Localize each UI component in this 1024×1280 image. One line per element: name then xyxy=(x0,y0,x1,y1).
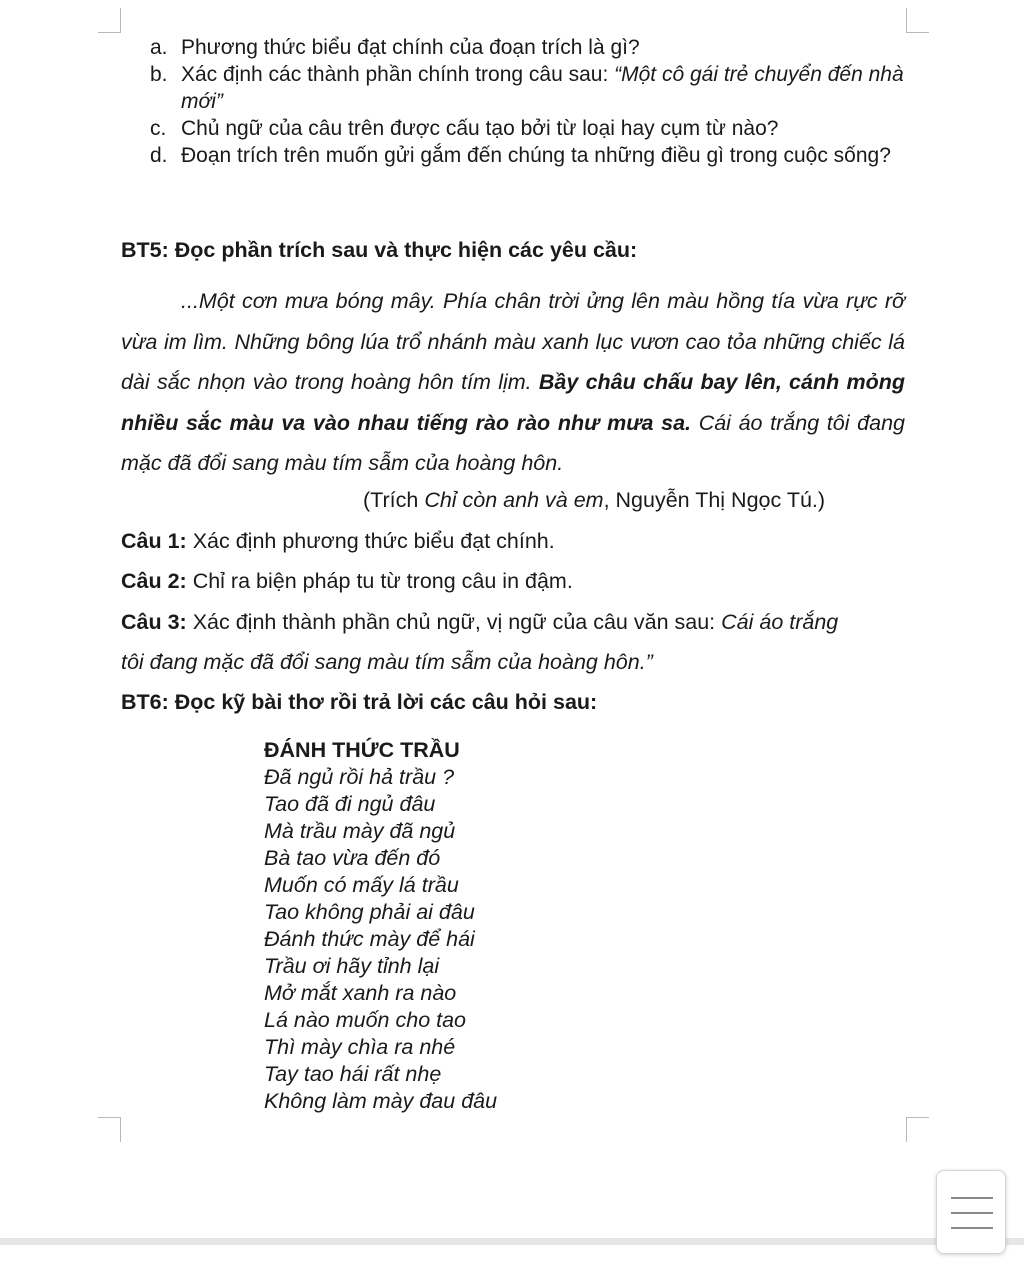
page-corner-mark xyxy=(906,1117,929,1142)
poem xyxy=(264,737,497,1115)
bt5-passage xyxy=(121,281,905,484)
passage-text: ...Một cơn mưa bóng mây. Phía chân trời ửng lên màu hồng tía vừa rực rỡ vừa im lìm. Những bông lúa trổ nhánh màu xanh lục vươn cao tỏa những chiếc lá dài sắc nhọn vào trong hoàng hôn tím lịm. xyxy=(121,289,905,394)
poem-line: Tay tao hái rất nhẹ xyxy=(264,1062,442,1086)
poem-line: Thì mày chìa ra nhé xyxy=(264,1035,456,1059)
menu-button[interactable] xyxy=(936,1170,1006,1254)
question-label: Câu 3: xyxy=(121,610,187,634)
poem-line: Bà tao vừa đến đó xyxy=(264,846,441,870)
poem-line: Không làm mày đau đâu xyxy=(264,1089,498,1113)
page-corner-mark xyxy=(98,8,121,33)
question-text: Xác định thành phần chủ ngữ, vị ngữ của câu văn sau: xyxy=(186,610,722,634)
question-quote: “Một cô gái trẻ chuyển đến nhà mới” xyxy=(181,63,904,113)
passage-source xyxy=(363,488,825,513)
poem-line: Tao đã đi ngủ đâu xyxy=(264,792,436,816)
question-marker: c. xyxy=(150,117,167,140)
horizontal-scrollbar[interactable] xyxy=(0,1238,1024,1245)
source-suffix: , Nguyễn Thị Ngọc Tú.) xyxy=(603,488,826,512)
poem-line: Mà trầu mày đã ngủ xyxy=(264,819,456,843)
question-item xyxy=(150,142,910,169)
poem-line: Muốn có mấy lá trầu xyxy=(264,873,459,897)
poem-line: Trầu ơi hãy tỉnh lại xyxy=(264,954,440,978)
poem-line: Đánh thức mày để hái xyxy=(264,927,475,951)
passage-text-end: Cái áo trắng tôi đang mặc đã đổi sang màu tím sẫm của hoàng hôn. xyxy=(121,410,905,475)
question-item xyxy=(150,115,910,142)
poem-line: Mở mắt xanh ra nào xyxy=(264,981,457,1005)
question-item xyxy=(150,61,910,115)
question-1 xyxy=(121,529,555,554)
passage-bold-sentence: Bầy châu chấu bay lên, cánh mỏng nhiều sắc màu va vào nhau tiếng rào rào như mưa sa. xyxy=(121,370,905,435)
source-title: Chỉ còn anh và em xyxy=(424,488,604,512)
question-marker: a. xyxy=(150,36,168,59)
poem-line: Đã ngủ rồi hả trầu ? xyxy=(264,765,455,789)
page-corner-mark xyxy=(906,8,929,33)
question-text: Chủ ngữ của câu trên được cấu tạo bởi từ loại hay cụm từ nào? xyxy=(181,117,779,140)
poem-title: ĐÁNH THỨC TRẦU xyxy=(264,738,460,762)
hamburger-menu-icon xyxy=(951,1195,993,1231)
page-corner-mark xyxy=(98,1117,121,1142)
previous-exercise-questions xyxy=(150,34,910,169)
question-marker: b. xyxy=(150,63,168,86)
question-label: Câu 2: xyxy=(121,569,187,593)
question-label: Câu 1: xyxy=(121,529,187,553)
question-3-quote-continued: tôi đang mặc đã đổi sang màu tím sẫm của hoàng hôn.” xyxy=(121,650,653,674)
question-text: Phương thức biểu đạt chính của đoạn trích là gì? xyxy=(181,36,640,59)
question-3 xyxy=(121,610,838,635)
bt6-heading: BT6: Đọc kỹ bài thơ rồi trả lời các câu hỏi sau: xyxy=(121,690,598,714)
source-prefix: (Trích xyxy=(363,488,425,512)
poem-line: Tao không phải ai đâu xyxy=(264,900,475,924)
question-text: Chỉ ra biện pháp tu từ trong câu in đậm. xyxy=(186,569,573,593)
question-text: Xác định các thành phần chính trong câu sau: xyxy=(181,63,615,86)
question-2 xyxy=(121,569,573,594)
question-text: Đoạn trích trên muốn gửi gắm đến chúng ta những điều gì trong cuộc sống? xyxy=(181,144,891,167)
question-text: Xác định phương thức biểu đạt chính. xyxy=(186,529,555,553)
question-quote: Cái áo trắng xyxy=(721,610,839,634)
bt5-heading: BT5: Đọc phần trích sau và thực hiện các yêu cầu: xyxy=(121,238,638,262)
question-item xyxy=(150,34,910,61)
question-marker: d. xyxy=(150,144,168,167)
poem-line: Lá nào muốn cho tao xyxy=(264,1008,467,1032)
